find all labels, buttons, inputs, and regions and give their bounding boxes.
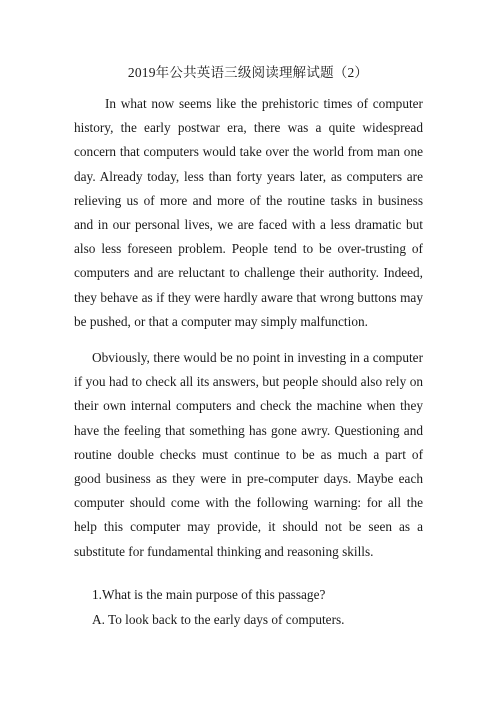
question-prompt: 1.What is the main purpose of this passage?	[92, 587, 326, 602]
document-title: 2019年公共英语三级阅读理解试题（2）	[127, 65, 369, 80]
paragraph-2: Obviously, there would be no point in investing in a computer if you had to check all its answers, but people should also rely on their own internal computers and check the machine when they have the feeling that something has gone awry. Questioning and routine double checks must continue to be as much a part of good business as they were in pre-computer days. Maybe each computer should come with the following warning: for all the help this computer may provide, it should not be seen as a substitute for fundamental thinking and reasoning skills.	[74, 350, 423, 559]
question-option-a: A. To look back to the early days of computers.	[92, 612, 345, 627]
paragraph-1: In what now seems like the prehistoric times of computer history, the early postwar era, there was a quite widespread concern that computers would take over the world from man one day. Already today, less than forty years later, as computers are relieving us of more and more of the routine tasks in business and in our personal lives, we are faced with a less dramatic but also less foreseen problem. People tend to be over-trusting of computers and are reluctant to challenge their authority. Indeed, they behave as if they were hardly aware that wrong buttons may be pushed, or that a computer may simply malfunction.	[74, 96, 423, 329]
